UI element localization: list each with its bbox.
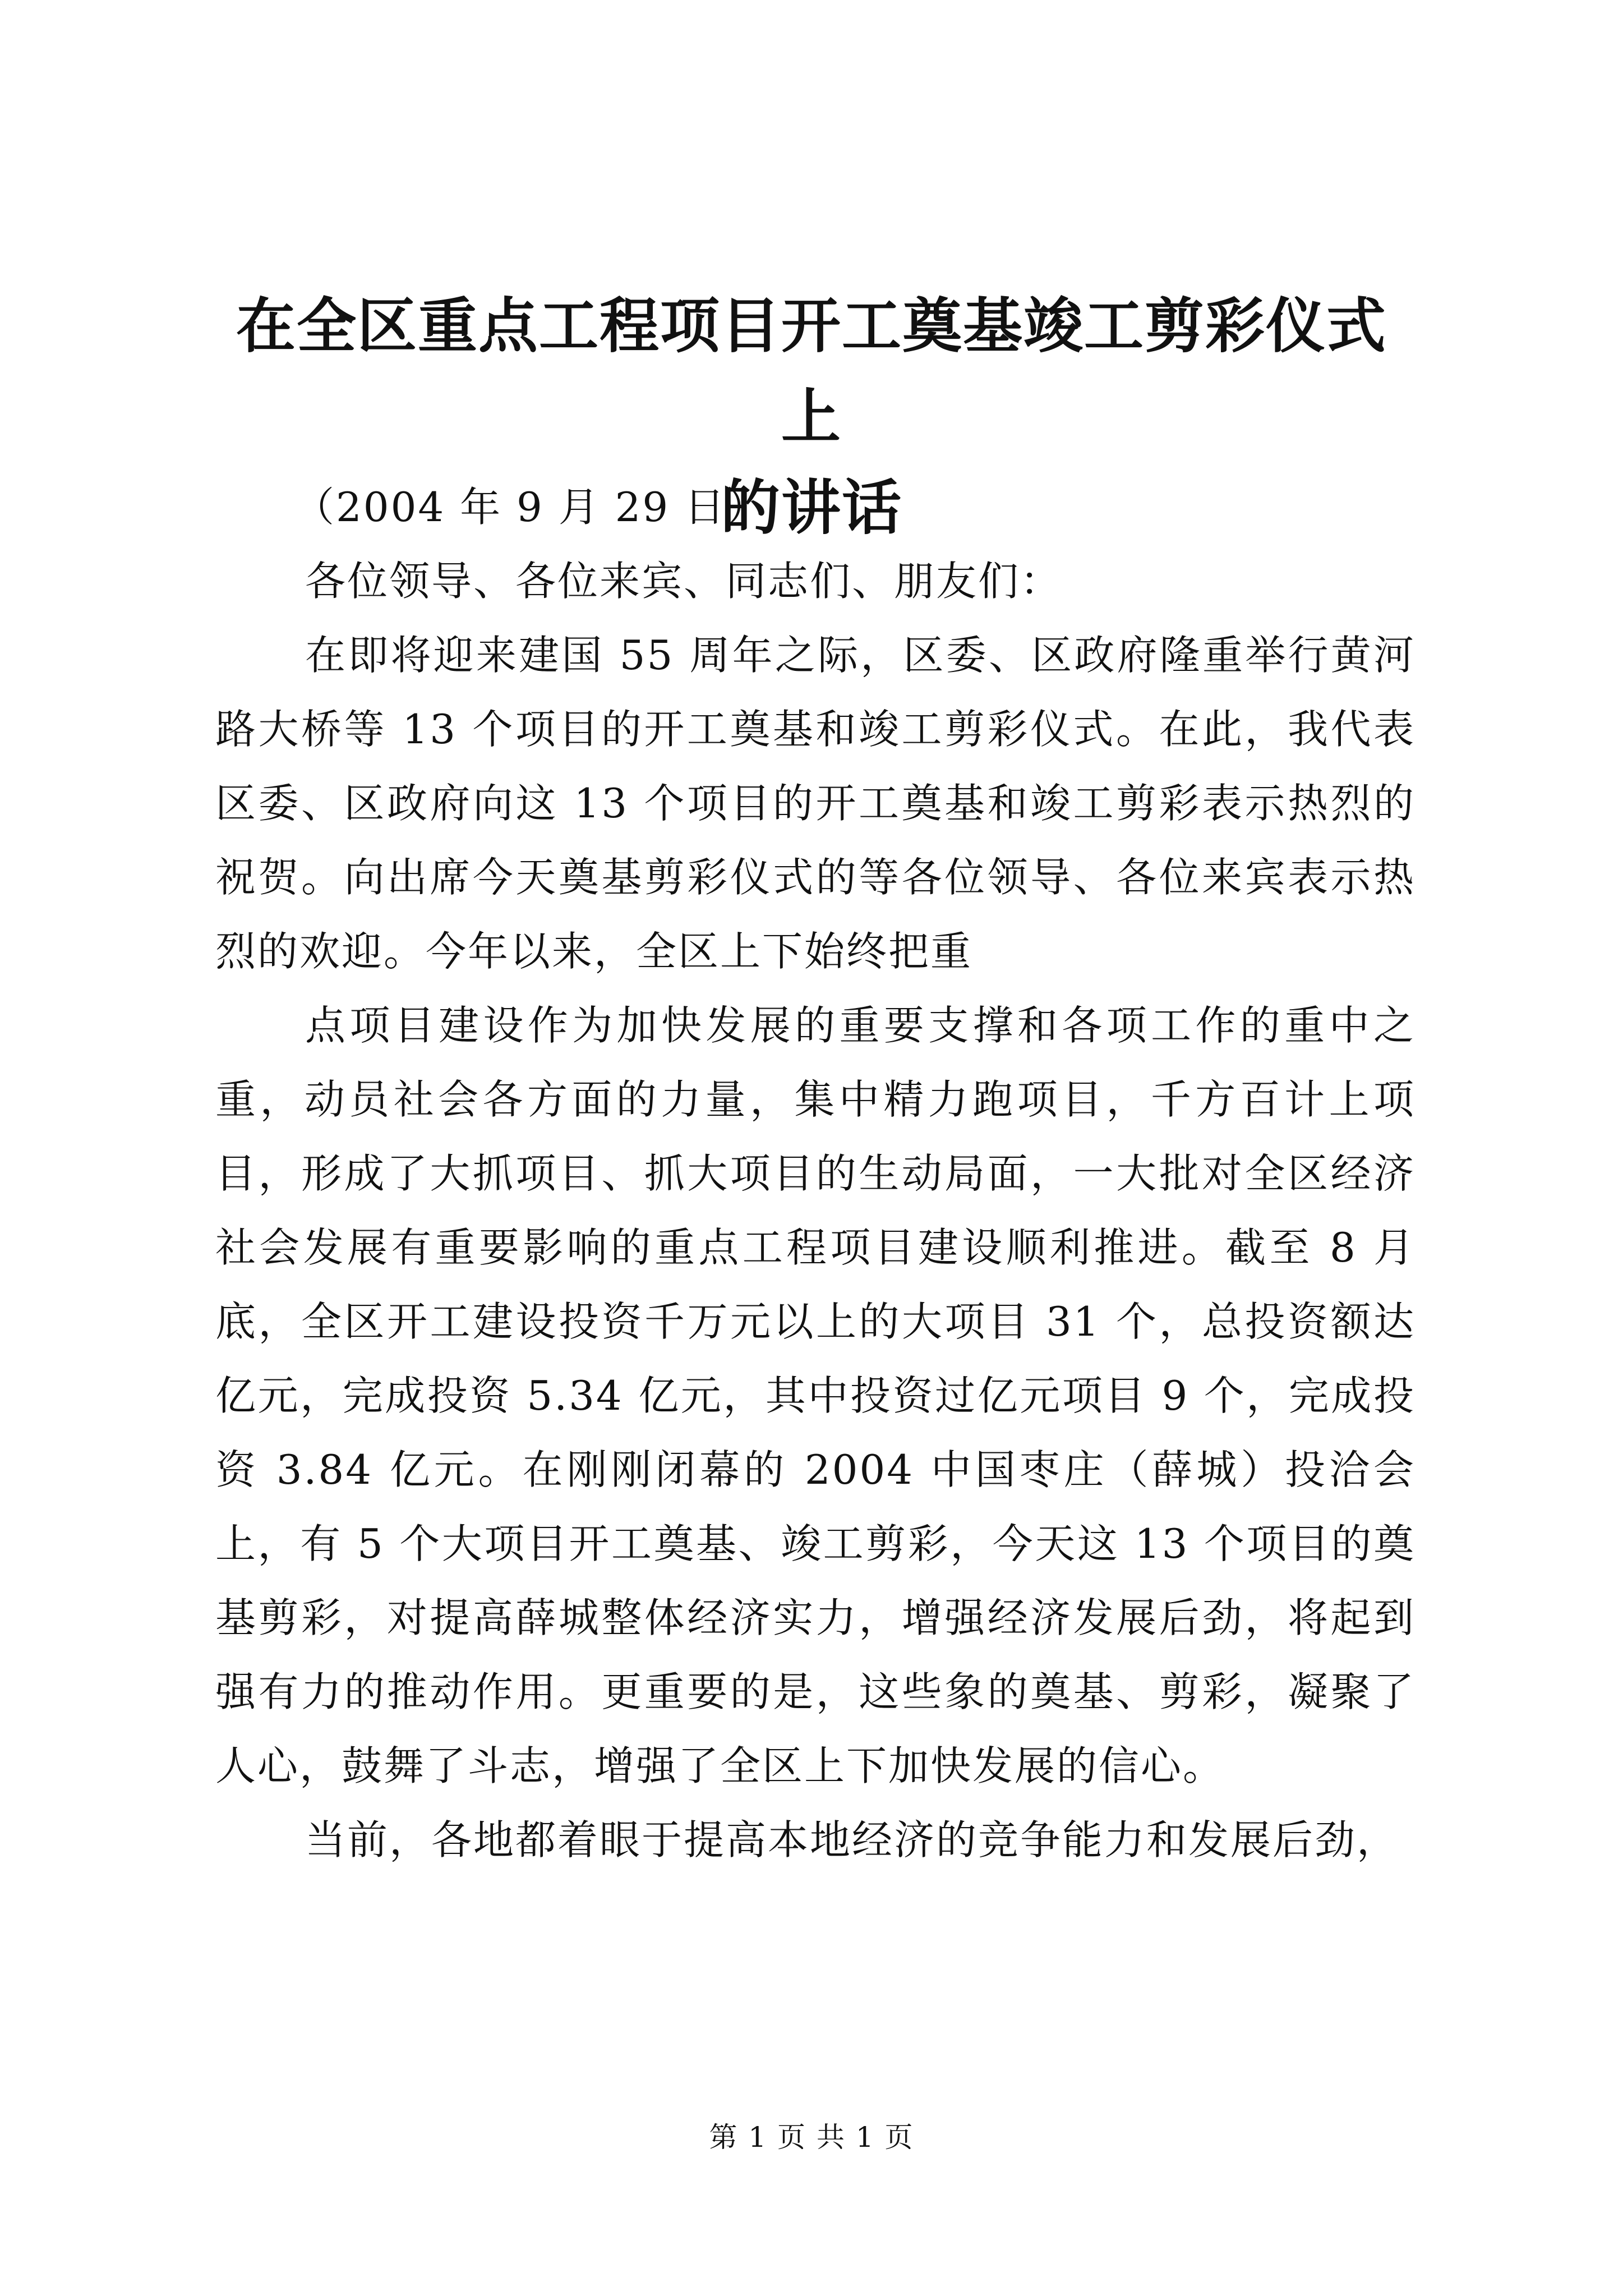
paragraph-3: 当前，各地都着眼于提高本地经济的竞争能力和发展后劲， [305, 1816, 1399, 1864]
page-footer: 第 1 页 共 1 页 [709, 2121, 914, 2154]
salutation: 各位领导、各位来宾、同志们、朋友们： [305, 558, 1063, 605]
document-body [215, 470, 1415, 1877]
paragraph-1: 在即将迎来建国 55 周年之际，区委、区政府隆重举行黄河路大桥等 13 个项目的开工奠基和竣工剪彩仪式。在此，我代表区委、区政府向这 13 个项目的开工奠基和竣工剪彩表示热烈的祝贺。向出席今天奠基剪彩仪式的等各位领导、各位来宾表示热烈的欢迎。今年以来，全区上下始终把重 [215, 632, 1415, 975]
title-line-1: 在全区重点工程项目开工奠基竣工剪彩仪式上 [236, 291, 1387, 452]
paragraph-2: 点项目建设作为加快发展的重要支撑和各项工作的重中之重，动员社会各方面的力量，集中精力跑项目，千方百计上项目，形成了大抓项目、抓大项目的生动局面，一大批对全区经济社会发展有重要影响的重点工程项目建设顺利推进。截至 8 月底，全区开工建设投资千万元以上的大项目 31 个，总投资额达亿元，完成投资 5.34 亿元，其中投资过亿元项目 9 个，完成投资 3.84 亿元。在刚刚闭幕的 2004 中国枣庄（薛城）投洽会上，有 5 个大项目开工奠基、竣工剪彩，今天这 13 个项目的奠基剪彩，对提高薛城整体经济实力，增强经济发展后劲，将起到强有力的推动作用。更重要的是，这些象的奠基、剪彩，凝聚了人心，鼓舞了斗志，增强了全区上下加快发展的信心。 [215, 1002, 1415, 1789]
title-line-2: 的讲话 [721, 472, 902, 542]
speech-date: （2004 年 9 月 29 日） [294, 484, 769, 531]
